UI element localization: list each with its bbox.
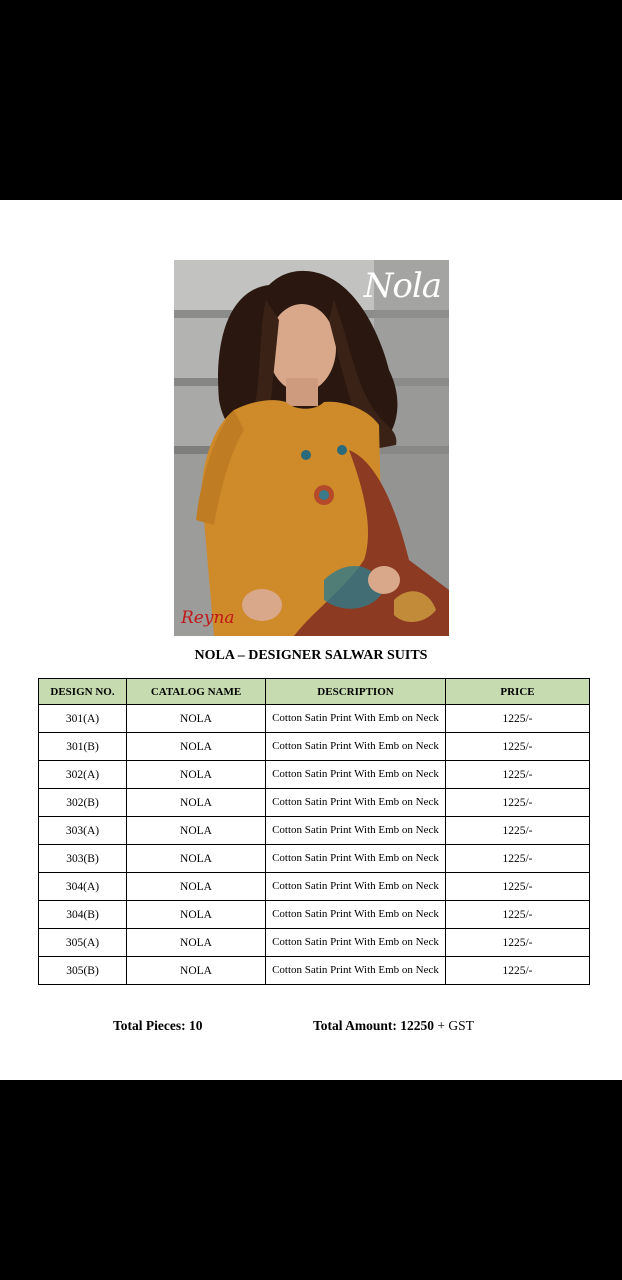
table-row bbox=[39, 873, 590, 901]
catalog-cell: NOLA bbox=[127, 705, 266, 733]
description-cell: Cotton Satin Print With Emb on Neck bbox=[266, 845, 446, 873]
table-row bbox=[39, 901, 590, 929]
design-cell: 301(A) bbox=[39, 705, 127, 733]
table-row bbox=[39, 761, 590, 789]
catalog-cell: NOLA bbox=[127, 873, 266, 901]
table-row bbox=[39, 817, 590, 845]
product-photo bbox=[174, 260, 449, 636]
header-catalog-name: CATALOG NAME bbox=[127, 679, 266, 705]
photo-label: Reyna bbox=[181, 608, 235, 628]
table-row bbox=[39, 733, 590, 761]
price-cell: 1225/- bbox=[446, 733, 590, 761]
total-amount bbox=[313, 1018, 474, 1034]
design-cell: 303(B) bbox=[39, 845, 127, 873]
description-cell: Cotton Satin Print With Emb on Neck bbox=[266, 761, 446, 789]
price-cell: 1225/- bbox=[446, 761, 590, 789]
description-cell: Cotton Satin Print With Emb on Neck bbox=[266, 929, 446, 957]
table-row bbox=[39, 705, 590, 733]
design-cell: 305(B) bbox=[39, 957, 127, 985]
header-design-no: DESIGN NO. bbox=[39, 679, 127, 705]
table-row bbox=[39, 789, 590, 817]
catalog-cell: NOLA bbox=[127, 929, 266, 957]
design-cell: 302(B) bbox=[39, 789, 127, 817]
price-cell: 1225/- bbox=[446, 845, 590, 873]
price-cell: 1225/- bbox=[446, 705, 590, 733]
description-cell: Cotton Satin Print With Emb on Neck bbox=[266, 901, 446, 929]
price-cell: 1225/- bbox=[446, 817, 590, 845]
catalog-page bbox=[0, 200, 622, 1080]
design-cell: 304(A) bbox=[39, 873, 127, 901]
description-cell: Cotton Satin Print With Emb on Neck bbox=[266, 705, 446, 733]
total-amount-value: Total Amount: 12250 bbox=[313, 1018, 435, 1033]
price-cell: 1225/- bbox=[446, 873, 590, 901]
design-cell: 303(A) bbox=[39, 817, 127, 845]
description-cell: Cotton Satin Print With Emb on Neck bbox=[266, 817, 446, 845]
brand-logo: Nola bbox=[363, 266, 441, 306]
description-cell: Cotton Satin Print With Emb on Neck bbox=[266, 957, 446, 985]
table-header-row bbox=[39, 679, 590, 705]
price-cell: 1225/- bbox=[446, 957, 590, 985]
catalog-cell: NOLA bbox=[127, 845, 266, 873]
design-cell: 305(A) bbox=[39, 929, 127, 957]
price-cell: 1225/- bbox=[446, 901, 590, 929]
design-cell: 304(B) bbox=[39, 901, 127, 929]
catalog-cell: NOLA bbox=[127, 957, 266, 985]
model-illustration bbox=[174, 260, 449, 636]
table-row bbox=[39, 929, 590, 957]
header-price: PRICE bbox=[446, 679, 590, 705]
page-title: NOLA – DESIGNER SALWAR SUITS bbox=[194, 648, 428, 663]
price-cell: 1225/- bbox=[446, 789, 590, 817]
description-cell: Cotton Satin Print With Emb on Neck bbox=[266, 789, 446, 817]
gst-label: + GST bbox=[434, 1018, 474, 1033]
table-row bbox=[39, 957, 590, 985]
catalog-cell: NOLA bbox=[127, 901, 266, 929]
header-description: DESCRIPTION bbox=[266, 679, 446, 705]
catalog-cell: NOLA bbox=[127, 761, 266, 789]
design-cell: 302(A) bbox=[39, 761, 127, 789]
catalog-cell: NOLA bbox=[127, 733, 266, 761]
design-cell: 301(B) bbox=[39, 733, 127, 761]
catalog-cell: NOLA bbox=[127, 817, 266, 845]
catalog-cell: NOLA bbox=[127, 789, 266, 817]
table-row bbox=[39, 845, 590, 873]
price-table bbox=[38, 678, 590, 985]
total-pieces: Total Pieces: 10 bbox=[113, 1018, 203, 1033]
description-cell: Cotton Satin Print With Emb on Neck bbox=[266, 733, 446, 761]
price-cell: 1225/- bbox=[446, 929, 590, 957]
description-cell: Cotton Satin Print With Emb on Neck bbox=[266, 873, 446, 901]
